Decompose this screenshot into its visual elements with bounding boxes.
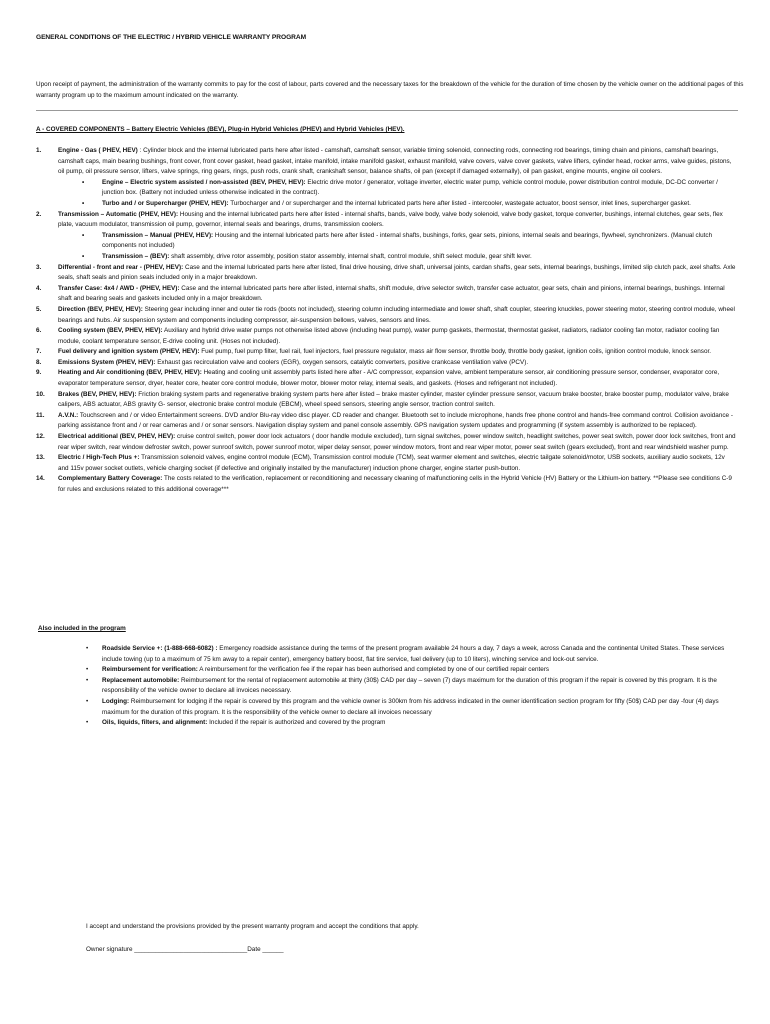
item-label: Transfer Case: 4x4 / AWD - (PHEV, HEV): [58,284,180,292]
sub-item-text: shaft assembly, drive rotor assembly, position stator assembly, internal shaft, control module, shift select module, gear shift lever. [169,252,532,260]
item-number: 13. [36,454,45,462]
bullet-icon: • [86,645,89,652]
sub-component-item [58,252,736,263]
sub-item-label: Transmission – Manual (PHEV, HEV): [102,231,214,239]
item-text: Case and the internal lubricated parts here after listed, final drive housing, drive shaft, universal joints, cardan shafts, gear sets, internal bearings, bushings, limited slip clutch pack, axel shafts. Axle seals, shaft seals and pinion seals included only in a major breakdown. [58,263,736,282]
section-divider [36,110,738,111]
component-item [36,411,736,432]
item-number: 5. [36,305,42,313]
sub-component-list [58,178,736,210]
also-item-label: Lodging: [102,697,130,705]
item-label: Complementary Battery Coverage: [58,475,163,483]
sub-item-text: Housing and the internal lubricated parts here after listed - internal shafts, bushings, forks, gear sets, pinions, internal seals and bearings, flywheel, synchronizers. (Manual clutch components not included) [102,231,713,250]
component-item [36,284,736,305]
acceptance-statement: I accept and understand the provisions provided by the present warranty program and accept the conditions that apply. [86,923,419,930]
item-number: 6. [36,327,42,335]
item-label: Direction (BEV, PHEV, HEV): [58,305,143,313]
item-label: Electric / High-Tech Plus +: [58,454,140,462]
component-item [36,432,736,453]
component-item [36,453,736,474]
bullet-icon: • [86,666,89,674]
also-item-label: Reimbursement for verification: [102,666,198,674]
item-label: Emissions System (PHEV, HEV): [58,358,156,366]
bullet-icon: • [82,231,85,239]
item-label: Brakes (BEV, PHEV, HEV): [58,390,137,398]
sub-component-item [58,231,736,252]
component-item [36,358,736,369]
item-number: 11. [36,411,45,419]
also-included-item [86,676,732,697]
section-a-heading: A - COVERED COMPONENTS – Battery Electric Vehicles (BEV), Plug-in Hybrid Vehicles (PHEV) and Hybrid Vehicles (HEV). [36,126,405,133]
sub-item-label: Turbo and / or Supercharger (PHEV, HEV): [102,199,229,207]
also-item-text: A reimbursement for the verification fee if the repair has been authorised and completed by one of our certified repair centers [197,666,550,674]
item-number: 10. [36,390,45,398]
also-included-list [86,644,732,729]
item-label: Electrical additional (BEV, PHEV, HEV): [58,433,176,441]
intro-paragraph: Upon receipt of payment, the administration of the warranty commits to pay for the cost of labour, parts covered and the necessary taxes for the breakdown of the vehicle for the duration of time chosen by the vehicle owner on the additional pages of this warranty program up to the maximum amount indicated on the warranty. [36,81,744,99]
item-label: Cooling system (BEV, PHEV, HEV): [58,327,163,335]
owner-signature-line: Owner signature ________________________________Date ______ [86,946,284,953]
item-number: 8. [36,358,42,366]
item-label: Transmission – Automatic (PHEV, HEV): [58,210,179,218]
component-item [36,474,736,495]
also-included-item [86,665,732,676]
bullet-icon: • [82,199,85,207]
bullet-icon: • [82,178,85,186]
sub-item-label: Transmission – (BEV): [102,252,170,260]
sub-item-text: Turbocharger and / or supercharger and the internal lubricated parts here after listed - intercooler, wastegate actuator, boost sensor, inlet lines, supercharger gasket. [228,199,691,207]
component-item [36,263,736,284]
item-label: Fuel delivery and ignition system (PHEV, HEV): [58,348,200,356]
also-included-heading: Also included in the program [38,625,126,632]
component-item [36,305,736,326]
item-number: 14. [36,475,45,483]
covered-components-list [36,146,736,496]
sub-component-list [58,231,736,263]
bullet-icon: • [86,676,89,684]
also-item-text: Included if the repair is authorized and covered by the program [207,719,386,727]
bullet-icon: • [86,719,89,727]
sub-component-item [58,199,736,210]
also-item-label: Roadside Service +: (1-888-668-6082) : [102,645,218,652]
sub-component-item [58,178,736,199]
item-text: Case and the internal lubricated parts here after listed, internal shafts, shift module, drive selector switch, transfer case actuator, gear sets, chain and pinions, internal bearings, bushings. Internal shaft and bearing seals and gaskets included only in a major breakdown. [58,284,725,303]
item-text: cruise control switch, power door lock actuators ( door handle module excluded), turn signal switches, power window switch, headlight switches, power seat switch, power door lock switches, front and rear wiper switch, rear window defroster switch, power sunroof switch, power sunroof motor, wiper delay sensor, power window motors, front and rear wiper motor, power seat switch (gears excluded), front and rear windshield washer pump. [58,433,736,451]
component-item [36,368,736,389]
also-included-item [86,718,732,729]
also-item-text: Emergency roadside assistance during the terms of the present program available 24 hours a day, 7 days a week, across Canada and the continental United States. These services include towing (up to a maximum of 75 km away to a repair center), emergency battery boost, flat tire service, fuel delivery (up to 10 liters), winching service and lock-out service. [102,645,725,663]
also-item-label: Oils, liquids, filters, and alignment: [102,719,208,727]
item-number: 1. [36,147,42,154]
item-text: Housing and the internal lubricated parts here after listed - internal shafts, bands, valve body, valve body solenoid, valve body gasket, torque converter, bushings, internal clutches, gear sets, flex plate, vacuum modulator, transmission oil pump, governor, internal seals and bearings, drums, transmission coolers. [58,210,723,229]
item-text: Auxiliary and hybrid drive water pumps not otherwise listed above (including heat pump), water pump gaskets, thermostat, thermostat gasket, radiators, radiator cooling fan motor, radiator cooling fan module, coolant temperature sensor, E-drive cooling unit. (Hoses not included). [58,327,720,345]
item-label: Heating and Air conditioning (BEV, PHEV, HEV): [58,369,202,377]
also-included-item [86,697,732,718]
document-title: GENERAL CONDITIONS OF THE ELECTRIC / HYBRID VEHICLE WARRANTY PROGRAM [36,34,307,41]
item-text: The costs related to the verification, replacement or reconditioning and necessary cleaning of malfunctioning cells in the Hybrid Vehicle (HV) Battery or the Lithium-ion battery. **Please see conditions C-9 for rules and exclusions related to this additional coverage*** [58,475,732,493]
also-included-item [86,644,732,665]
item-label: A.V.N.: [58,411,79,419]
item-text: Transmission solenoid valves, engine control module (ECM), Transmission control module (TCM), seat warmer element and switches, electric tailgate solenoid/motor, USB sockets, auxiliary audio sockets, 12v and 115v power socket outlets, vehicle charging socket (if defective and originally installed by the manufacturer) induction phone charger, engine starter push-button. [58,454,725,472]
item-text: Friction braking system parts and regenerative braking system parts here after listed – brake master cylinder, master cylinder pressure sensor, vacuum brake booster, brake booster pump, modulator valve, brake calipers, ABS actuator, ABS gravity G- sensor, electronic brake control module (EBCM), wheel speed sensors, steering angle sensor, traction control switch. [58,390,729,409]
component-item [36,326,736,347]
item-number: 4. [36,284,42,292]
item-text: Steering gear including inner and outer tie rods (boots not included), steering column including intermediate and lower shaft, shaft coupler, steering knuckles, power steering motor, steering control module, wheel bearings and hubs. Air suspension system and components including compressor, air-suspension bellows, valves, sensors and lines. [58,305,735,324]
also-item-text: Reimbursement for the rental of replacement automobile at thirty (30$) CAD per day – seven (7) days maximum for the duration of this program if the repair is covered by this program. It is the responsibility of the vehicle owner to declare all invoices necessary. [102,676,717,695]
item-text: Touchscreen and / or video Entertainment screens. DVD and/or Blu-ray video disc player. CD reader and changer. Bluetooth set to include microphone, hands free phone control and hands-free command control. Collision avoidance - parking assistance front and / or rear cameras and / or sonar sensors. Navigation display system and panel console assembly. GPS navigation system updates and programming (if system assembly is authorized to be replaced). [58,411,733,430]
item-text: Fuel pump, fuel pump filter, fuel rail, fuel injectors, fuel pressure regulator, mass air flow sensor, throttle body, throttle body gasket, ignition coils, ignition control module, knock sensor. [199,348,711,356]
also-item-label: Replacement automobile: [102,676,180,684]
item-number: 3. [36,263,42,271]
bullet-icon: • [82,252,85,260]
sub-item-text: Electric drive motor / generator, voltage inverter, electric water pump, vehicle control module, power distribution control module, DC-DC converter / junction box. (Battery not included unless otherwise indicated in the contract). [102,178,718,197]
item-label: Engine - Gas ( PHEV, HEV) [58,147,138,154]
component-item [36,347,736,358]
item-number: 9. [36,369,42,377]
item-text: : Cylinder block and the internal lubricated parts here after listed - camshaft, camshaft sensor, variable timing solenoid, connecting rods, connecting rod bearings, timing chain and pinions, camshaft bearings, camshaft caps, main bearing bushings, front cover, front cover gasket, head gasket, intake manifold, intake manifold gasket, exhaust manifold, valve covers, valve cover gaskets, valve lifters, cylinder head, rocker arms, valve guides, pistons, oil pump, oil pressure sensor, lifters, valve springs, ring gears, rings, push rods, crank shaft, crankshaft sensor, balance shafts, oil pan (except if damaged externally), oil pan gasket, engine mounts, engine oil coolers. [58,147,732,176]
component-item [36,210,736,263]
sub-item-label: Engine – Electric system assisted / non-assisted (BEV, PHEV, HEV): [102,178,306,186]
item-number: 2. [36,210,42,218]
also-item-text: Reimbursement for lodging if the repair is covered by this program and the vehicle owner is 300km from his address indicated in the owner identification section program for fifty (50$) CAD per day -four (4) days maximum for the duration of this program. It is the responsibility of the vehicle owner to declare all invoices necessary [102,697,719,716]
bullet-icon: • [86,697,89,705]
item-number: 7. [36,348,42,356]
component-item [36,146,736,210]
item-label: Differential - front and rear - (PHEV, HEV): [58,263,184,271]
component-item [36,390,736,411]
item-text: Heating and cooling unit assembly parts listed here after - A/C compressor, expansion valve, ambient temperature sensor, air conditioning pressure sensor, condenser, evaporator core, evaporator temperature sensor, dryer, heater core, heater core control module, blower motor, blower motor relay, internal seals, and gaskets. (Hoses and refrigerant not included). [58,369,720,388]
item-number: 12. [36,433,45,441]
item-text: Exhaust gas recirculation valve and coolers (EGR), oxygen sensors, catalytic converters, positive crankcase ventilation valve (PCV). [155,358,529,366]
